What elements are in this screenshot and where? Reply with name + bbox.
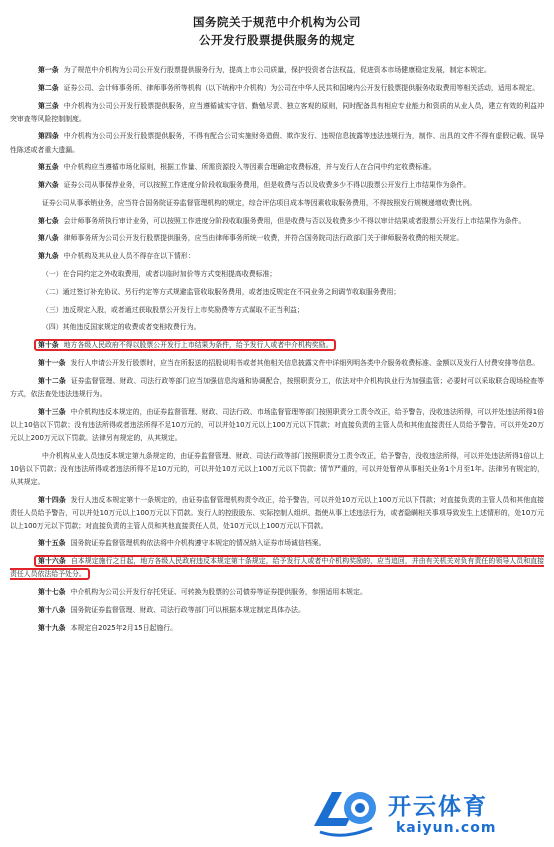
article-18 [10, 604, 544, 617]
article-text: 国务院证券监督管理、财政、司法行政等部门可以根据本规定制定具体办法。 [70, 605, 305, 614]
article-number: 第六条 [38, 181, 59, 190]
article-text: （三）违反规定入股，或者通过获取股票公开发行上市奖励费等方式谋取不正当利益； [42, 305, 304, 314]
article-5 [10, 161, 544, 174]
article-number: 第五条 [38, 163, 59, 172]
document-title-line-1: 国务院关于规范中介机构为公司 [193, 15, 361, 29]
article-text: 证券公司从事保荐业务，可以按照工作进度分阶段收取服务费用，但是收费与否以及收费多少不得以股票公开发行上市结果作为条件。 [63, 181, 471, 190]
article-text: 证券监督管理、财政、司法行政等部门应当加强信息沟通和协调配合，按照职责分工，依法对中介机构执业行为加强监管；必要时可以采取联合现场检查等方式，依法查处违法违规行为。 [10, 376, 545, 398]
article-text: 中介机构为公司公开发行股票提供服务，不得有配合公司实施财务造假、欺诈发行、违规信息披露等违法违规行为，制作、出具的文件不得有虚假记载、误导性陈述或者重大遗漏。 [10, 132, 545, 154]
article-14 [10, 494, 544, 533]
article-number: 第十一条 [38, 358, 66, 367]
article-text: 中介机构及其从业人员不得存在以下情形： [63, 252, 195, 261]
article-text: 证券公司从事承销业务，应当符合国务院证券监督管理机构的规定，综合评估项目成本等因素收取服务费用，不得按照发行规模递增收费比例。 [42, 198, 477, 207]
article-11 [10, 357, 544, 370]
document-body [10, 64, 544, 639]
article-9-item-4 [10, 321, 544, 334]
brand-logo-icon [306, 786, 382, 840]
article-text: 本规定自2025年2月15日起施行。 [70, 623, 178, 632]
article-15 [10, 537, 544, 550]
article-text: （二）通过签订补充协议、另行约定等方式规避监管收取服务费用，或者违反规定在不同业务之间调节收取服务费用； [42, 287, 401, 296]
highlight-box [34, 339, 336, 351]
article-text: 会计师事务所执行审计业务，可以按照工作进度分阶段收取服务费用，但是收费与否以及收费多少不得以审计结果或者股票公开发行上市结果作为条件。 [63, 216, 526, 225]
document-title-line-2: 公开发行股票提供服务的规定 [199, 33, 355, 47]
article-text: （一）在合同约定之外收取费用，或者以临时加价等方式变相提高收费标准； [42, 270, 277, 278]
article-text: 地方各级人民政府不得以股票公开发行上市结果为条件，给予发行人或者中介机构奖励。 [63, 341, 333, 350]
article-text: 中介机构违反本规定的，由证券监督管理、财政、司法行政、市场监督管理等部门按照职责分工责令改正，给予警告，没收违法所得，可以并处违法所得1倍以上10倍以下罚款；没有违法所得或者违法所得不足10万元的，可以并处10万元以上100万元以下罚款；对直接负责的主管人员和其他直接责任人员给予警告，可以并处20万元以上200万元以下罚款。法律另有规定的，从其规定。 [10, 407, 544, 442]
highlight-box [10, 555, 544, 580]
article-number: 第十二条 [38, 376, 66, 385]
article-text: 中介机构从业人员违反本规定第九条规定的，由证券监督管理、财政、司法行政等部门按照职责分工责令改正，给予警告，没收违法所得，可以并处违法所得1倍以上10倍以下罚款；没有违法所得或者违法所得不足10万元的，可以并处10万元以上100万元以下罚款；情节严重的，可以并处暂停从事相关业务1个月至1年。法律另有规定的，从其规定。 [10, 451, 544, 486]
article-number: 第一条 [38, 66, 59, 74]
article-12 [10, 375, 544, 401]
article-6 [10, 179, 544, 192]
article-10 [10, 339, 544, 352]
article-number: 第三条 [38, 101, 59, 110]
article-19 [10, 622, 544, 635]
article-9-item-1 [10, 268, 544, 281]
article-text: 发行人申请公开发行股票时，应当在所报送的招股说明书或者其他相关信息披露文件中详细列明各类中介服务收费标准、金额以及发行人付费安排等信息。 [70, 358, 540, 367]
article-13 [10, 406, 544, 445]
article-number: 第十四条 [38, 495, 66, 504]
article-3 [10, 100, 544, 126]
article-8 [10, 232, 544, 245]
article-number: 第十六条 [38, 557, 66, 566]
article-text: 中介机构为公司公开发行股票提供服务，应当遵循诚实守信、勤勉尽责、独立客观的原则，同时配备具有相应专业能力和资质的从业人员，建立有效的利益冲突审查等风险控制制度。 [10, 101, 545, 123]
article-number: 第十九条 [38, 623, 66, 632]
article-number: 第十八条 [38, 605, 66, 614]
article-7 [10, 215, 544, 228]
article-text: 发行人违反本规定第十一条规定的，由证券监督管理机构责令改正，给予警告，可以并处10万元以上100万元以下罚款；对直接负责的主管人员和其他直接责任人员给予警告，可以并处10万元以上100万元以下罚款。发行人的控股股东、实际控制人组织、指使从事上述违法行为，或者隐瞒相关事项导致发生上述情形的，处10万元以上100万元以下罚款；对直接负责的主管人员和其他直接责任人员，处10万元以上100万元以下罚款。 [10, 495, 545, 530]
article-9-item-3 [10, 304, 544, 317]
brand-name-cn: 开云体育 [388, 794, 488, 820]
article-number: 第十七条 [38, 588, 66, 597]
article-number: 第十三条 [38, 407, 66, 416]
article-text: 证券公司、会计师事务所、律师事务所等机构（以下统称中介机构）为公司在中华人民共和国境内公开发行股票提供服务收取费用等相关活动，适用本规定。 [63, 83, 540, 92]
article-text: 国务院证券监督管理机构依法将中介机构遵守本规定的情况纳入证券市场诚信档案。 [70, 539, 326, 548]
article-9-item-2 [10, 286, 544, 299]
article-2 [10, 82, 544, 95]
article-number: 第九条 [38, 252, 59, 261]
article-number: 第四条 [38, 132, 59, 141]
article-9 [10, 250, 544, 263]
article-text: （四）其他违反国家规定的收费或者变相收费行为。 [42, 323, 201, 332]
article-13-paragraph-2 [10, 450, 544, 489]
article-16 [10, 555, 544, 581]
article-number: 第十五条 [38, 539, 66, 548]
article-number: 第七条 [38, 216, 59, 225]
article-text: 中介机构为公司公开发行存托凭证、可转换为股票的公司债券等证券提供服务，参照适用本规定。 [70, 588, 367, 597]
article-1 [10, 64, 544, 77]
article-number: 第十条 [38, 341, 59, 350]
article-number: 第二条 [38, 83, 59, 92]
article-text: 律师事务所为公司公开发行股票提供服务，应当由律师事务所统一收费，并符合国务院司法行政部门关于律师服务收费的相关规定。 [63, 234, 464, 243]
article-text: 中介机构应当遵循市场化原则，根据工作量、所需资源投入等因素合理确定收费标准，并与发行人在合同中约定收费标准。 [63, 163, 436, 172]
article-number: 第八条 [38, 234, 59, 243]
brand-watermark [300, 782, 550, 844]
article-text: 为了规范中介机构为公司公开发行股票提供服务行为，提高上市公司质量，保护投资者合法权益，促进资本市场健康稳定发展，制定本规定。 [63, 66, 491, 74]
article-text: 自本规定施行之日起，地方各级人民政府违反本规定第十条规定，给予发行人或者中介机构奖励的，应当追回，并由有关机关对负有责任的领导人员和直接责任人员依法给予处分。 [10, 557, 545, 579]
article-6-paragraph-2 [10, 197, 544, 210]
article-4 [10, 130, 544, 156]
article-17 [10, 586, 544, 599]
brand-name-en: kaiyun.com [396, 820, 497, 836]
